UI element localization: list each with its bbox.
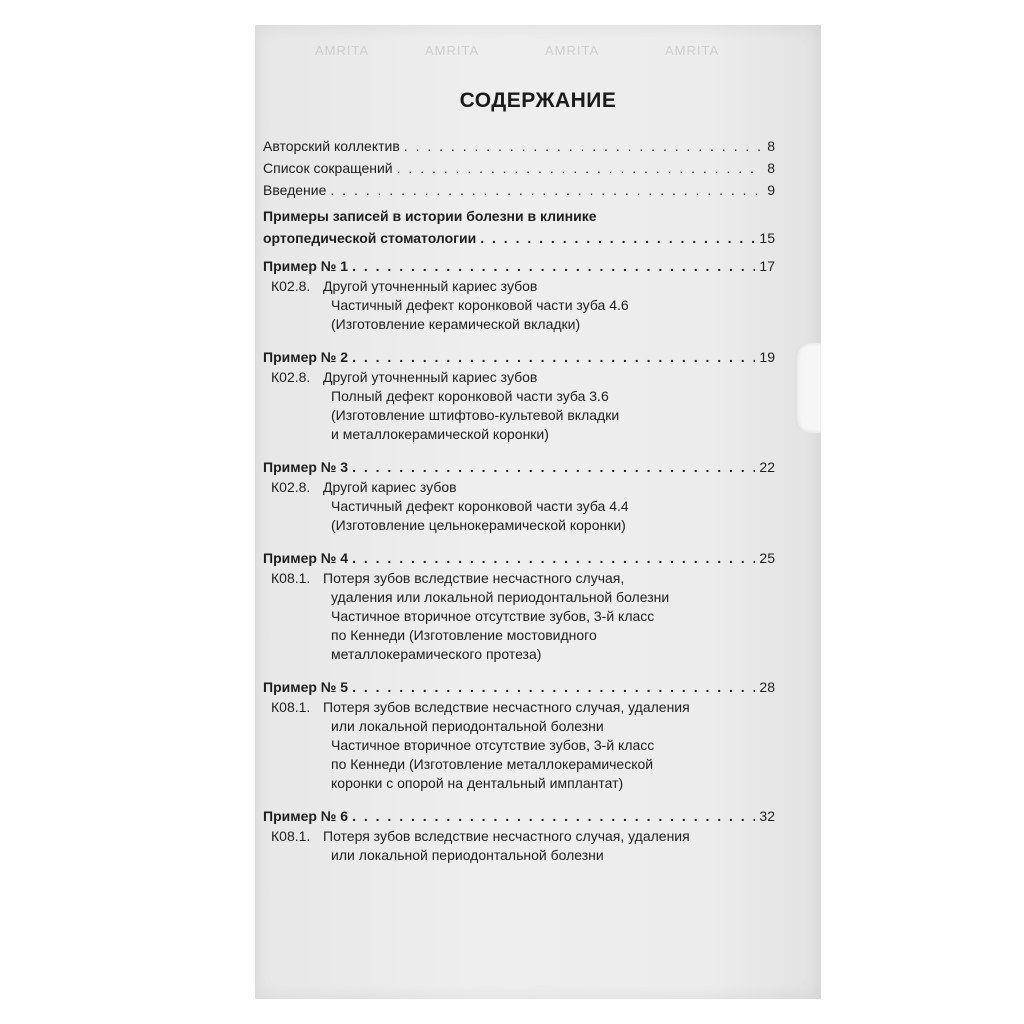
diagnosis-text: по Кеннеди (Изготовление металлокерамической (331, 756, 654, 772)
toc-page-number: 19 (759, 349, 775, 365)
toc-page-number: 8 (767, 160, 775, 176)
diagnosis-block (263, 478, 775, 535)
icd-code: К02.8. (271, 369, 311, 385)
book-page (255, 25, 821, 999)
toc-page-number: 9 (767, 182, 775, 198)
dot-leader (352, 255, 755, 277)
icd-code: К08.1. (271, 570, 311, 586)
dot-leader (352, 805, 755, 827)
diagnosis-text: Потеря зубов вследствие несчастного случая, удаления (323, 699, 690, 715)
toc-section-title[interactable]: Примеры записей в истории болезни в клинике (263, 208, 597, 224)
diagnosis-text: Частичное вторичное отсутствие зубов, 3-й класс (331, 737, 655, 753)
diagnosis-text: Потеря зубов вследствие несчастного случая, удаления (323, 828, 690, 844)
toc-example-entry[interactable] (263, 346, 775, 368)
icd-code: К08.1. (271, 699, 311, 715)
toc-example-entry[interactable] (263, 255, 775, 277)
diagnosis-text: Полный дефект коронковой части зуба 3.6 (331, 388, 609, 404)
watermark: AMRITA (545, 43, 600, 58)
toc-entry[interactable] (263, 227, 775, 249)
diagnosis-text: коронки с опорой на дентальный имплантат) (331, 775, 624, 791)
diagnosis-text: Частичный дефект коронковой части зуба 4.4 (331, 498, 629, 514)
dot-leader (352, 676, 755, 698)
dot-leader (330, 179, 763, 201)
watermark: AMRITA (665, 43, 720, 58)
dot-leader (404, 135, 763, 157)
toc-page-number: 17 (759, 258, 775, 274)
diagnosis-text: Другой кариес зубов (323, 479, 457, 495)
dot-leader (480, 227, 755, 249)
diagnosis-text: Другой уточненный кариес зубов (323, 278, 538, 294)
toc-page-number: 15 (759, 230, 775, 246)
diagnosis-text: или локальной периодонтальной болезни (331, 718, 604, 734)
toc-entry-label: Пример № 5 (263, 679, 349, 695)
toc-page-number: 32 (759, 808, 775, 824)
page-edge-tab (795, 343, 821, 433)
dot-leader (352, 456, 755, 478)
diagnosis-text: Другой уточненный кариес зубов (323, 369, 538, 385)
diagnosis-text: Потеря зубов вследствие несчастного случая, (323, 570, 625, 586)
toc-entry-label: Авторский коллектив (263, 138, 400, 154)
toc-page-number: 28 (759, 679, 775, 695)
toc-entry[interactable] (263, 135, 775, 157)
diagnosis-block (263, 277, 775, 334)
dot-leader (352, 547, 755, 569)
diagnosis-text: или локальной периодонтальной болезни (331, 847, 604, 863)
examples-list (263, 249, 775, 865)
diagnosis-block (263, 569, 775, 664)
toc-entry-label: Пример № 2 (263, 349, 349, 365)
toc-page-number: 25 (759, 550, 775, 566)
diagnosis-text: удаления или локальной периодонтальной болезни (331, 589, 670, 605)
toc-entry-label: Пример № 3 (263, 459, 349, 475)
diagnosis-text: (Изготовление керамической вкладки) (331, 316, 581, 332)
toc-entry-label: Пример № 6 (263, 808, 349, 824)
diagnosis-text: Частичное вторичное отсутствие зубов, 3-й класс (331, 608, 655, 624)
dot-leader (352, 346, 755, 368)
diagnosis-text: металлокерамического протеза) (331, 646, 542, 662)
diagnosis-text: и металлокерамической коронки) (331, 426, 549, 442)
page-title: СОДЕРЖАНИЕ (459, 89, 617, 112)
diagnosis-block (263, 698, 775, 793)
dot-leader (397, 157, 764, 179)
toc-entry-label: Введение (263, 182, 327, 198)
toc-entry[interactable] (263, 157, 775, 179)
toc-example-entry[interactable] (263, 676, 775, 698)
toc-entry-label: Пример № 4 (263, 550, 349, 566)
table-of-contents (263, 135, 775, 865)
diagnosis-block (263, 827, 775, 865)
toc-example-entry[interactable] (263, 547, 775, 569)
diagnosis-block (263, 368, 775, 444)
diagnosis-text: (Изготовление цельнокерамической коронки) (331, 517, 626, 533)
toc-example-entry[interactable] (263, 805, 775, 827)
toc-entry-label: ортопедической стоматологии (263, 230, 477, 246)
toc-entry[interactable] (263, 179, 775, 201)
watermark: AMRITA (425, 43, 480, 58)
toc-page-number: 8 (767, 138, 775, 154)
icd-code: К02.8. (271, 479, 311, 495)
watermark: AMRITA (315, 43, 370, 58)
toc-entry-label: Список сокращений (263, 160, 393, 176)
diagnosis-text: (Изготовление штифтово-культевой вкладки (331, 407, 620, 423)
diagnosis-text: Частичный дефект коронковой части зуба 4.6 (331, 297, 629, 313)
diagnosis-text: по Кеннеди (Изготовление мостовидного (331, 627, 597, 643)
icd-code: К02.8. (271, 278, 311, 294)
icd-code: К08.1. (271, 828, 311, 844)
toc-example-entry[interactable] (263, 456, 775, 478)
toc-entry-label: Пример № 1 (263, 258, 349, 274)
toc-page-number: 22 (759, 459, 775, 475)
